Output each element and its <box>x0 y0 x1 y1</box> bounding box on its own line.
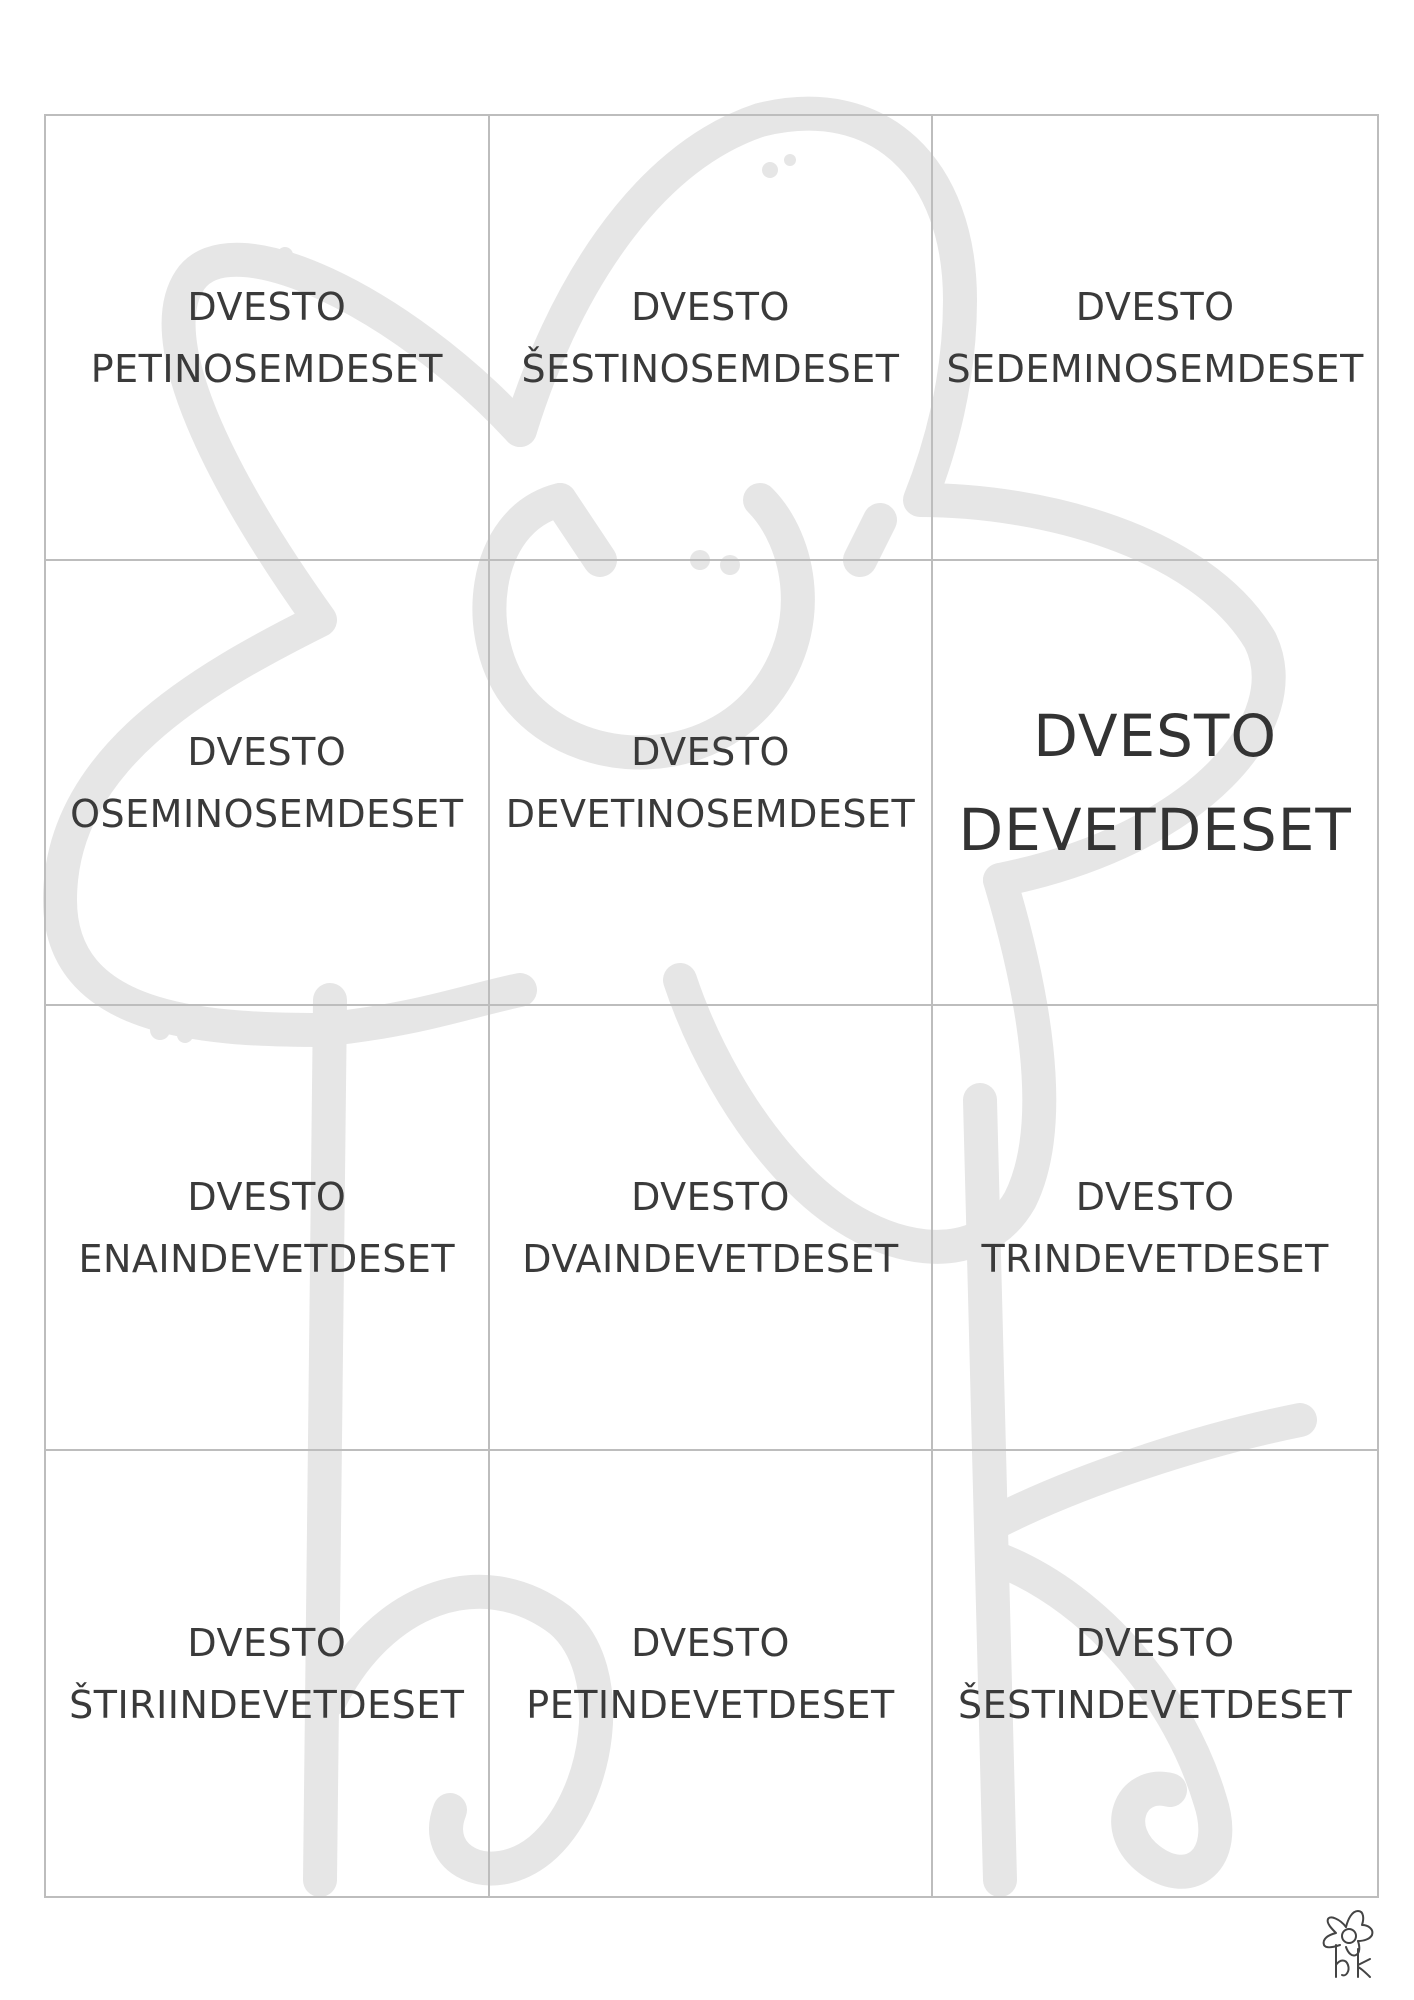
card-line-1: DVESTO <box>187 1174 347 1219</box>
card-line-2: DEVETINOSEMDESET <box>505 791 916 836</box>
card-grid <box>44 114 1379 1898</box>
card-line-1: DVESTO <box>1075 284 1235 329</box>
card-line-1: DVESTO <box>1075 1174 1235 1219</box>
number-card <box>490 1451 934 1896</box>
card-line-2: ENAINDEVETDESET <box>78 1236 456 1281</box>
number-card <box>490 561 934 1006</box>
card-line-2: ŠTIRIINDEVETDESET <box>69 1682 465 1727</box>
card-line-1: DVESTO <box>187 1620 347 1665</box>
card-line-2: OSEMINOSEMDESET <box>70 791 464 836</box>
card-line-1: DVESTO <box>187 729 347 774</box>
card-line-1: DVESTO <box>1075 1620 1235 1665</box>
number-card <box>46 1006 490 1451</box>
card-line-1: DVESTO <box>631 284 790 329</box>
card-line-1: DVESTO <box>1033 701 1278 770</box>
card-line-2: PETINDEVETDESET <box>526 1682 895 1727</box>
number-card <box>46 1451 490 1896</box>
number-card <box>933 116 1377 561</box>
number-card <box>46 561 490 1006</box>
card-line-1: DVESTO <box>631 1620 790 1665</box>
card-line-2: DVAINDEVETDESET <box>522 1236 899 1281</box>
card-line-1: DVESTO <box>631 729 790 774</box>
card-line-2: PETINOSEMDESET <box>90 346 443 391</box>
card-line-2: ŠESTINDEVETDESET <box>958 1682 1353 1727</box>
card-line-1: DVESTO <box>187 284 347 329</box>
card-line-2: TRINDEVETDESET <box>981 1236 1329 1281</box>
card-line-2: DEVETDESET <box>958 795 1352 864</box>
card-line-2: SEDEMINOSEMDESET <box>946 346 1364 391</box>
flower-hk-logo-icon <box>1318 1905 1378 1981</box>
card-line-1: DVESTO <box>631 1174 790 1219</box>
number-card <box>46 116 490 561</box>
number-card-highlighted <box>933 561 1377 1006</box>
number-card <box>933 1451 1377 1896</box>
number-card <box>490 116 934 561</box>
number-card <box>490 1006 934 1451</box>
card-line-2: ŠESTINOSEMDESET <box>521 346 900 391</box>
number-card <box>933 1006 1377 1451</box>
